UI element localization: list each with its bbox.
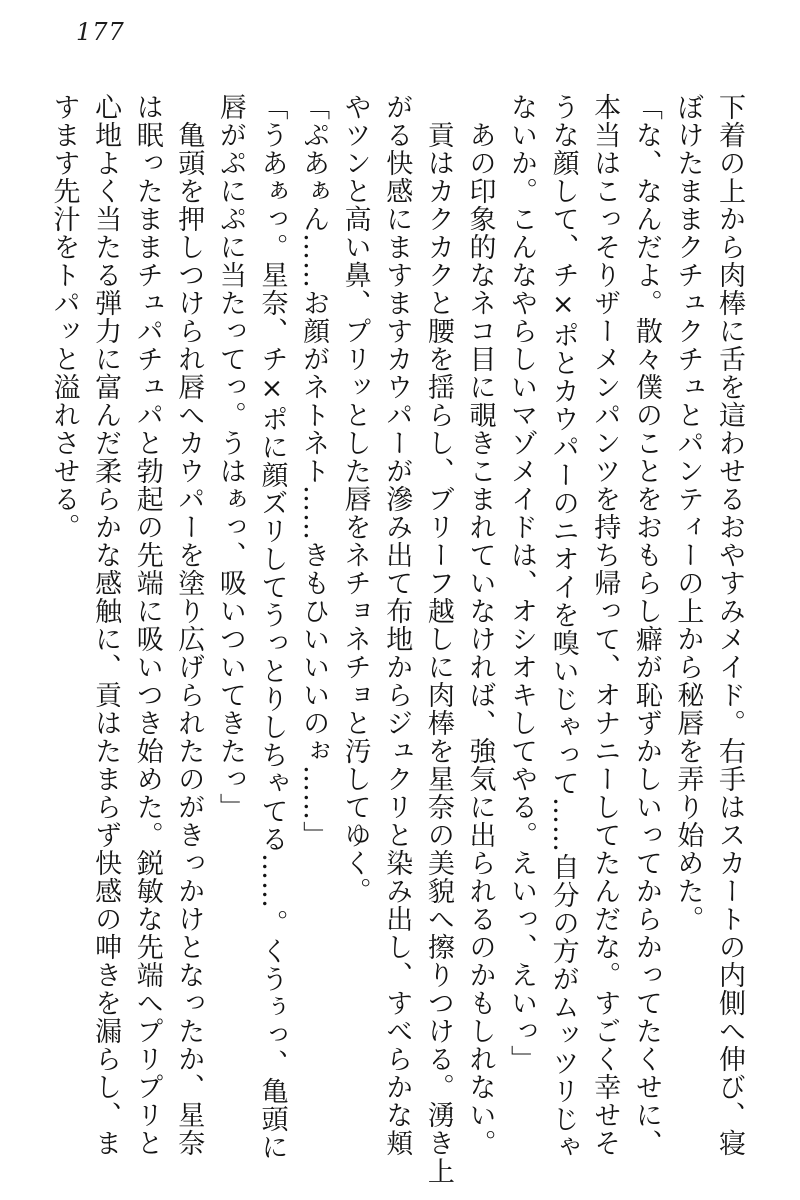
text-line: 貢はカクカクと腰を揺らし、ブリーフ越しに肉棒を星奈の美貌へ擦りつける。湧き上	[422, 121, 454, 1185]
text-line: ないか。こんなやらしいマゾメイドは、オシオキしてやる。えいっ、えいっ」	[506, 93, 538, 1073]
text-line: は眠ったままチュパチュパと勃起の先端に吸いつき始めた。鋭敏な先端へプリプリと	[131, 93, 163, 1157]
text-line: 「な、なんだよ。散々僕のことをおもらし癖が恥ずかしいってからかってたくせに、	[630, 93, 662, 1157]
text-line: あの印象的なネコ目に覗きこまれていなければ、強気に出られるのかもしれない。	[464, 121, 496, 1157]
vertical-text-block	[43, 93, 750, 1185]
text-line: 「うあぁっ。星奈、チ×ポに顔ズリしてうっとりしちゃてる……。くうぅっ、亀頭に	[256, 93, 288, 1161]
text-line: 心地よく当たる弾力に富んだ柔らかな感触に、貢はたまらず快感の呻きを漏らし、ま	[90, 93, 122, 1157]
text-line: 下着の上から肉棒に舌を這わせるおやすみメイド。右手はスカートの内側へ伸び、寝	[714, 93, 745, 1157]
text-line: 唇がぷにぷに当たってっ。うはぁっ、吸いついてきたっ」	[214, 93, 246, 821]
text-line: ぼけたままクチュクチュとパンティーの上から秘唇を弄り始めた。	[672, 93, 704, 933]
text-line: うな顔して、チ×ポとカウパーのニオイを嗅いじゃって……自分の方がムッツリじゃ	[547, 93, 579, 1161]
text-line: 「ぷあぁん……お顔がネトネト……きもひいいいのぉ……」	[298, 93, 330, 849]
text-line: すます先汁をトパッと溢れさせる。	[48, 93, 80, 541]
text-line: 亀頭を押しつけられ唇へカウパーを塗り広げられたのがきっかけとなったか、星奈	[173, 121, 205, 1157]
text-line: 本当はこっそりザーメンパンツを持ち帰って、オナニーしてたんだな。すごく幸せそ	[589, 93, 621, 1157]
page-number: 177	[76, 18, 125, 46]
text-line: やツンと高い鼻、プリッとした唇をネチョネチョと汚してゆく。	[339, 93, 371, 905]
text-line: がる快感にますますカウパーが滲み出て布地からジュクリと染み出し、すべらかな頬	[381, 93, 413, 1157]
